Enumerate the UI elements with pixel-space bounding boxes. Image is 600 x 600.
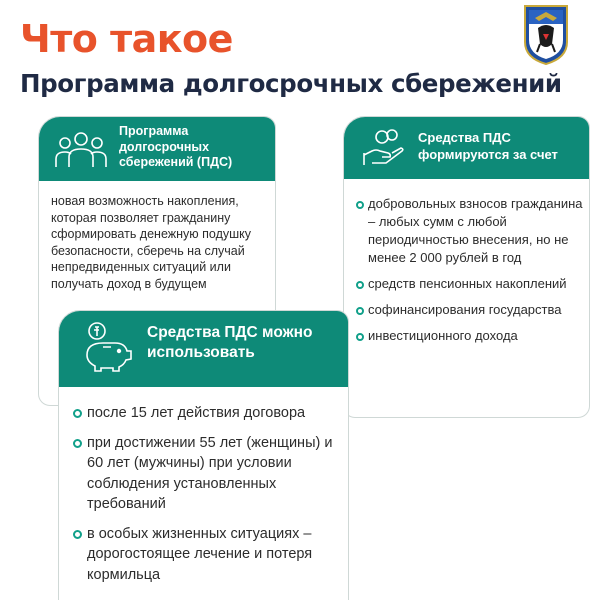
list-item-text: инвестиционного дохода (368, 328, 518, 343)
card-funding-heading: Средства ПДС формируются за счет (418, 130, 558, 162)
list-item-text: после 15 лет действия договора (87, 405, 306, 421)
people-group-icon (53, 127, 109, 171)
bullet-icon (73, 439, 82, 448)
bullet-icon (356, 333, 364, 341)
page-title-line2: Программа долгосрочных сбережений (20, 69, 562, 98)
bullet-icon (356, 201, 364, 209)
list-item-text: добровольных взносов гражданина – любых сумм с любой периодичностью внесения, но не менее 2 000 рублей в год (368, 196, 583, 265)
list-item (356, 275, 584, 293)
list-item (73, 403, 345, 424)
page-title-line1: Что такое (20, 17, 233, 61)
list-item (73, 524, 345, 586)
list-item-text: средств пенсионных накоплений (368, 276, 567, 291)
card-funding-list (356, 195, 584, 353)
hand-coins-icon (362, 127, 406, 167)
card-funding (343, 116, 590, 418)
bullet-icon (73, 530, 82, 539)
card-definition-header (39, 117, 275, 181)
card-definition-text: новая возможность накопления, которая позволяет гражданину сформировать денежную подушку безопасности, сберечь на случай непредвиденных ситуаций или получать доход в будущем (51, 194, 252, 291)
list-item-text: при достижении 55 лет (женщины) и 60 лет (мужчины) при условии соблюдения установленных требований (87, 434, 333, 512)
card-usage-header (59, 311, 348, 387)
card-usage-list (73, 403, 345, 594)
card-usage (58, 310, 349, 600)
card-usage-heading: Средства ПДС можно использовать (147, 324, 313, 361)
list-item (356, 301, 584, 319)
coat-of-arms-icon (521, 4, 571, 66)
card-definition-heading: Программа долгосрочных сбережений (ПДС) (119, 124, 233, 169)
bullet-icon (356, 307, 364, 315)
list-item (356, 327, 584, 345)
list-item (73, 433, 345, 515)
list-item-text: в особых жизненных ситуациях – дорогостоящее лечение и потеря кормильца (87, 525, 313, 583)
bullet-icon (73, 409, 82, 418)
list-item-text: софинансирования государства (368, 302, 562, 317)
piggy-bank-icon (79, 319, 135, 375)
bullet-icon (356, 281, 364, 289)
list-item (356, 195, 584, 267)
card-funding-header (344, 117, 589, 179)
